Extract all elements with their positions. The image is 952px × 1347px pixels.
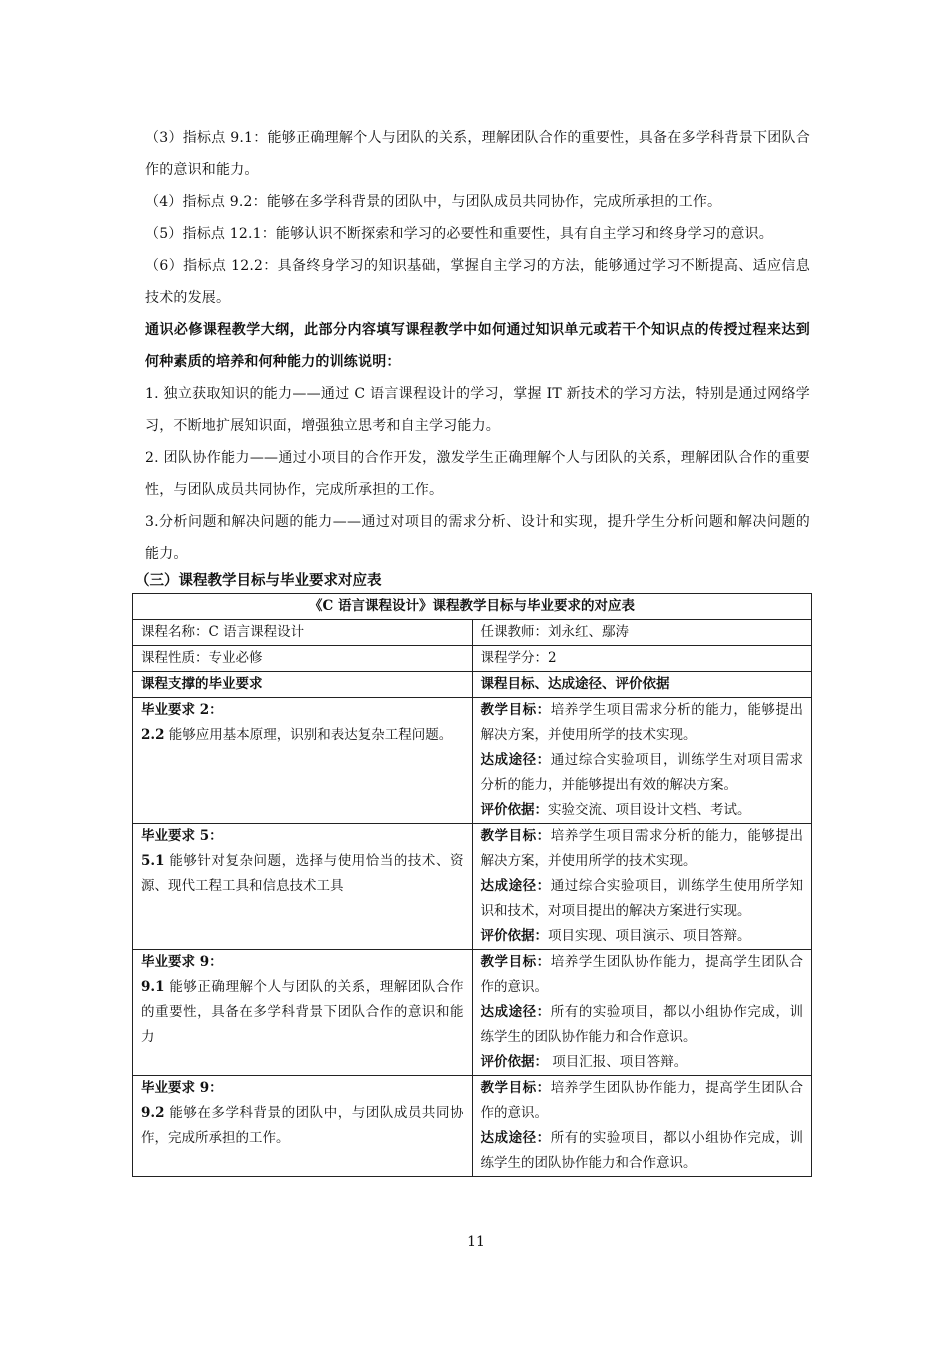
requirement-row [133,1076,812,1177]
objective-label: 教学目标： [480,1080,551,1096]
requirement-cell [133,698,473,824]
objective-item [481,1076,804,1126]
objective-item [481,950,804,1000]
requirement-row [133,950,812,1076]
objective-text: 培养学生团队协作能力，提高学生团队合作的意识。 [480,954,804,995]
requirement-text: 能够在多学科背景的团队中，与团队成员共同协作，完成所承担的工作。 [141,1105,464,1146]
objective-item [481,798,804,823]
requirement-title: 毕业要求 9： [141,1080,223,1096]
requirement-code: 2.2 [141,727,165,743]
objective-text: 培养学生团队协作能力，提高学生团队合作的意识。 [480,1080,804,1121]
requirement-cell [133,950,473,1076]
requirement-description [141,849,464,899]
page-content [135,122,810,1177]
table-header-row [133,672,812,698]
objective-label: 教学目标： [480,828,551,844]
course-teachers: 任课教师：刘永红、鄢涛 [472,620,812,646]
course-name: 课程名称：C 语言课程设计 [133,620,473,646]
objective-text: 项目实现、项目演示、项目答辩。 [548,928,751,944]
column-header-objectives: 课程目标、达成途径、评价依据 [472,672,812,698]
objective-item [481,1000,804,1050]
requirement-row [133,698,812,824]
column-header-requirements: 课程支撑的毕业要求 [133,672,473,698]
indicator-paragraph: （6）指标点 12.2：具备终身学习的知识基础，掌握自主学习的方法，能够通过学习不断提高、适应信息技术的发展。 [145,258,810,306]
objectives-cell [472,1076,812,1177]
objective-text: 通过综合实验项目，训练学生使用所学知识和技术，对项目提出的解决方案进行实现。 [480,878,804,919]
table-title-row [133,594,812,620]
objective-item [481,1126,804,1176]
objective-text: 所有的实验项目，都以小组协作完成，训练学生的团队协作能力和合作意识。 [480,1004,804,1045]
indicator-paragraph: （4）指标点 9.2：能够在多学科背景的团队中，与团队成员共同协作，完成所承担的工作。 [145,194,722,210]
objective-label: 评价依据： [480,1054,548,1070]
ability-paragraph: 2. 团队协作能力——通过小项目的合作开发，激发学生正确理解个人与团队的关系，理解团队合作的重要性，与团队成员共同协作，完成所承担的工作。 [145,450,810,498]
objectives-cell [472,824,812,950]
requirement-text: 能够应用基本原理，识别和表达复杂工程问题。 [164,727,453,743]
objective-label: 达成途径： [480,1130,551,1146]
objectives-cell [472,950,812,1076]
course-nature: 课程性质：专业必修 [133,646,473,672]
objective-text: 通过综合实验项目，训练学生对项目需求分析的能力，并能够提出有效的解决方案。 [480,752,804,793]
requirement-description [141,975,464,1050]
objective-label: 教学目标： [480,954,551,970]
objectives-cell [472,698,812,824]
ability-paragraph: 1. 独立获取知识的能力——通过 C 语言课程设计的学习，掌握 IT 新技术的学习方法，特别是通过网络学习，不断地扩展知识面，增强独立思考和自主学习能力。 [145,386,810,434]
objective-item [481,874,804,924]
indicator-paragraph: （5）指标点 12.1：能够认识不断探索和学习的必要性和重要性，具有自主学习和终身学习的意识。 [145,226,773,242]
objective-item [481,924,804,949]
requirement-code: 5.1 [141,853,165,869]
course-credits: 课程学分：2 [472,646,812,672]
objective-label: 教学目标： [480,702,551,718]
table-info-row [133,620,812,646]
objective-text: 培养学生项目需求分析的能力，能够提出解决方案，并使用所学的技术实现。 [480,828,804,869]
requirement-title: 毕业要求 9： [141,954,223,970]
table-info-row [133,646,812,672]
objective-item [481,1050,804,1075]
requirement-text: 能够针对复杂问题，选择与使用恰当的技术、资源、现代工程工具和信息技术工具 [141,853,464,894]
page-number: 11 [467,1234,485,1250]
objective-text: 实验交流、项目设计文档、考试。 [548,802,751,818]
table-title: 《C 语言课程设计》课程教学目标与毕业要求的对应表 [133,594,812,620]
objective-label: 达成途径： [480,878,551,894]
objective-label: 达成途径： [480,752,551,768]
requirement-text: 能够正确理解个人与团队的关系，理解团队合作的重要性，具备在多学科背景下团队合作的意识和能力 [141,979,464,1045]
objective-label: 评价依据： [480,802,548,818]
objective-label: 评价依据： [480,928,548,944]
requirement-description [141,723,464,748]
bold-note: 通识必修课程教学大纲，此部分内容填写课程教学中如何通过知识单元或若干个知识点的传授过程来达到何种素质的培养和何种能力的训练说明： [145,322,810,370]
requirement-description [141,1101,464,1151]
objective-item [481,824,804,874]
requirement-cell [133,1076,473,1177]
requirement-cell [133,824,473,950]
requirement-code: 9.2 [141,1105,165,1121]
objective-item [481,698,804,748]
requirements-table [132,593,812,1177]
requirement-code: 9.1 [141,979,165,995]
objective-text: 项目汇报、项目答辩。 [548,1054,688,1070]
objective-text: 培养学生项目需求分析的能力，能够提出解决方案，并使用所学的技术实现。 [480,702,804,743]
requirement-title: 毕业要求 2： [141,702,223,718]
objective-item [481,748,804,798]
indicator-paragraph: （3）指标点 9.1：能够正确理解个人与团队的关系，理解团队合作的重要性，具备在多学科背景下团队合作的意识和能力。 [145,130,810,178]
requirement-title: 毕业要求 5： [141,828,223,844]
section-heading: （三）课程教学目标与毕业要求对应表 [135,572,382,589]
ability-paragraph: 3.分析问题和解决问题的能力——通过对项目的需求分析、设计和实现，提升学生分析问题和解决问题的能力。 [145,514,810,562]
objective-text: 所有的实验项目，都以小组协作完成，训练学生的团队协作能力和合作意识。 [480,1130,804,1171]
requirement-row [133,824,812,950]
objective-label: 达成途径： [480,1004,551,1020]
